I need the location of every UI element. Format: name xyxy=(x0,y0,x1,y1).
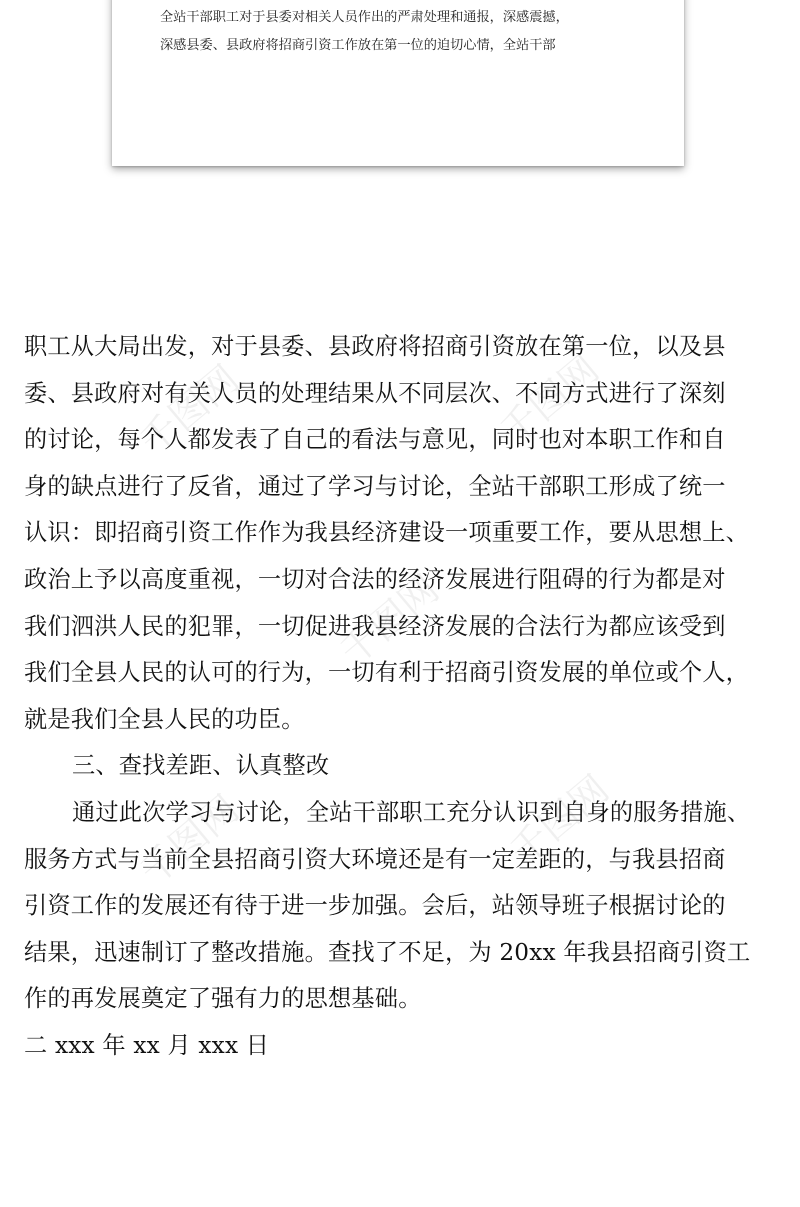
page-preview-card xyxy=(112,0,684,166)
document-body xyxy=(24,324,794,1070)
watermark: 千图网 xyxy=(501,766,618,874)
watermark: 千图网 xyxy=(331,566,448,674)
paragraph-line: 职工从大局出发，对于县委、县政府将招商引资放在第一位，以及县 xyxy=(24,333,726,360)
watermark: 千图网 xyxy=(491,346,608,454)
paragraph-line: 我们全县人民的认可的行为，一切有利于招商引资发展的单位或个人， xyxy=(24,659,750,687)
paragraph-line: 我们泗洪人民的犯罪，一切促进我县经济发展的合法行为都应该受到 xyxy=(24,612,726,640)
paragraph-line: 就是我们全县人民的功臣。 xyxy=(24,705,305,733)
preview-text-line: 全站干部职工对于县委对相关人员作出的严肃处理和通报，深感震撼， xyxy=(160,10,569,25)
document-date: 二 xxx 年 xx 月 xxx 日 xyxy=(24,1031,270,1059)
paragraph-line: 作的再发展奠定了强有力的思想基础。 xyxy=(24,985,422,1013)
paragraph-line: 委、县政府对有关人员的处理结果从不同层次、不同方式进行了深刻 xyxy=(24,379,726,407)
preview-text-line: 深感县委、县政府将招商引资工作放在第一位的迫切心情，全站干部 xyxy=(160,38,556,53)
paragraph-line: 政治上予以高度重视，一切对合法的经济发展进行阻碍的行为都是对 xyxy=(24,565,726,593)
paragraph-line: 服务方式与当前全县招商引资大环境还是有一定差距的，与我县招商 xyxy=(24,845,726,873)
paragraph-line: 的讨论，每个人都发表了自己的看法与意见，同时也对本职工作和自 xyxy=(24,426,726,454)
watermark: 千图网 xyxy=(131,786,248,894)
paragraph-line: 通过此次学习与讨论，全站干部职工充分认识到自身的服务措施、 xyxy=(72,798,751,826)
section-heading: 三、查找差距、认真整改 xyxy=(72,752,330,780)
paragraph-line: 引资工作的发展还有待于进一步加强。会后，站领导班子根据讨论的 xyxy=(24,892,726,920)
paragraph-line: 身的缺点进行了反省，通过了学习与讨论，全站干部职工形成了统一 xyxy=(24,472,726,500)
paragraph-line: 结果，迅速制订了整改措施。查找了不足，为 20xx 年我县招商引资工 xyxy=(24,938,751,966)
watermark: 千图网 xyxy=(131,356,248,464)
paragraph-line: 认识：即招商引资工作作为我县经济建设一项重要工作，要从思想上、 xyxy=(24,519,750,547)
